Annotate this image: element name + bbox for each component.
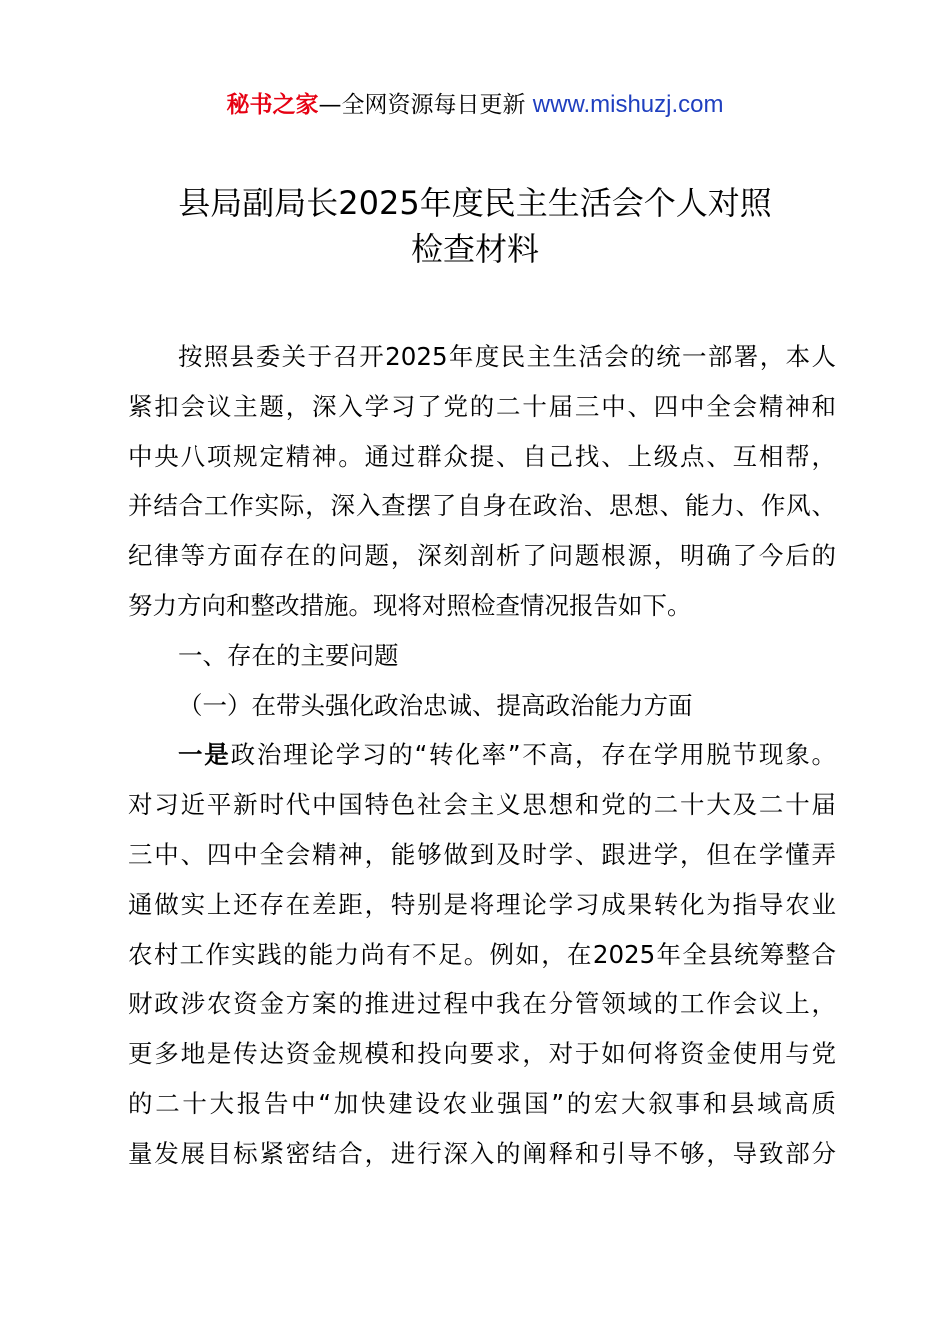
paragraph-line: 的二十大报告中“加快建设农业强国”的宏大叙事和县域高质: [128, 1088, 836, 1118]
paragraph-line: 并结合工作实际，深入查摆了自身在政治、思想、能力、作风、: [128, 491, 836, 521]
subsection-heading: （一）在带头强化政治忠诚、提高政治能力方面: [178, 690, 693, 720]
site-header: [0, 88, 950, 122]
paragraph-line: 更多地是传达资金规模和投向要求，对于如何将资金使用与党: [128, 1039, 836, 1069]
paragraph-line: 通做实上还存在差距，特别是将理论学习成果转化为指导农业: [128, 889, 836, 919]
site-tagline: 全网资源每日更新: [341, 92, 526, 118]
paragraph-line: 财政涉农资金方案的推进过程中我在分管领域的工作会议上，: [128, 989, 836, 1019]
intro-paragraph: [128, 332, 836, 631]
site-brand: 秘书之家: [226, 92, 319, 118]
document-body: [128, 332, 836, 1179]
title-line-1: 县局副局长2025年度民主生活会个人对照: [178, 184, 772, 222]
paragraph-line: 努力方向和整改措施。现将对照检查情况报告如下。: [128, 590, 692, 620]
paragraph-line: 量发展目标紧密结合，进行深入的阐释和引导不够，导致部分: [128, 1138, 836, 1168]
header-separator: —: [318, 92, 342, 118]
paragraph-line: [128, 730, 836, 780]
paragraph-line: 对习近平新时代中国特色社会主义思想和党的二十大及二十届: [128, 790, 836, 820]
point-line-text: 政治理论学习的“转化率”不高，存在学用脱节现象。: [230, 740, 837, 770]
title-line-2: 检查材料: [410, 230, 539, 268]
point-one-paragraph: [128, 730, 836, 1178]
point-lead: 一是: [178, 740, 231, 770]
paragraph-line: 三中、四中全会精神，能够做到及时学、跟进学，但在学懂弄: [128, 839, 836, 869]
paragraph-line: 农村工作实践的能力尚有不足。例如，在2025年全县统筹整合: [128, 939, 836, 969]
paragraph-line: 中央八项规定精神。通过群众提、自己找、上级点、互相帮，: [128, 441, 836, 471]
site-url-link[interactable]: www.mishuzj.com: [532, 91, 724, 118]
section-heading: 一、存在的主要问题: [178, 640, 399, 670]
paragraph-line: 按照县委关于召开2025年度民主生活会的统一部署，本人: [178, 342, 836, 371]
document-title: [100, 180, 850, 272]
paragraph-line: 紧扣会议主题，深入学习了党的二十届三中、四中全会精神和: [128, 391, 836, 421]
paragraph-line: 纪律等方面存在的问题，深刻剖析了问题根源，明确了今后的: [128, 541, 836, 571]
